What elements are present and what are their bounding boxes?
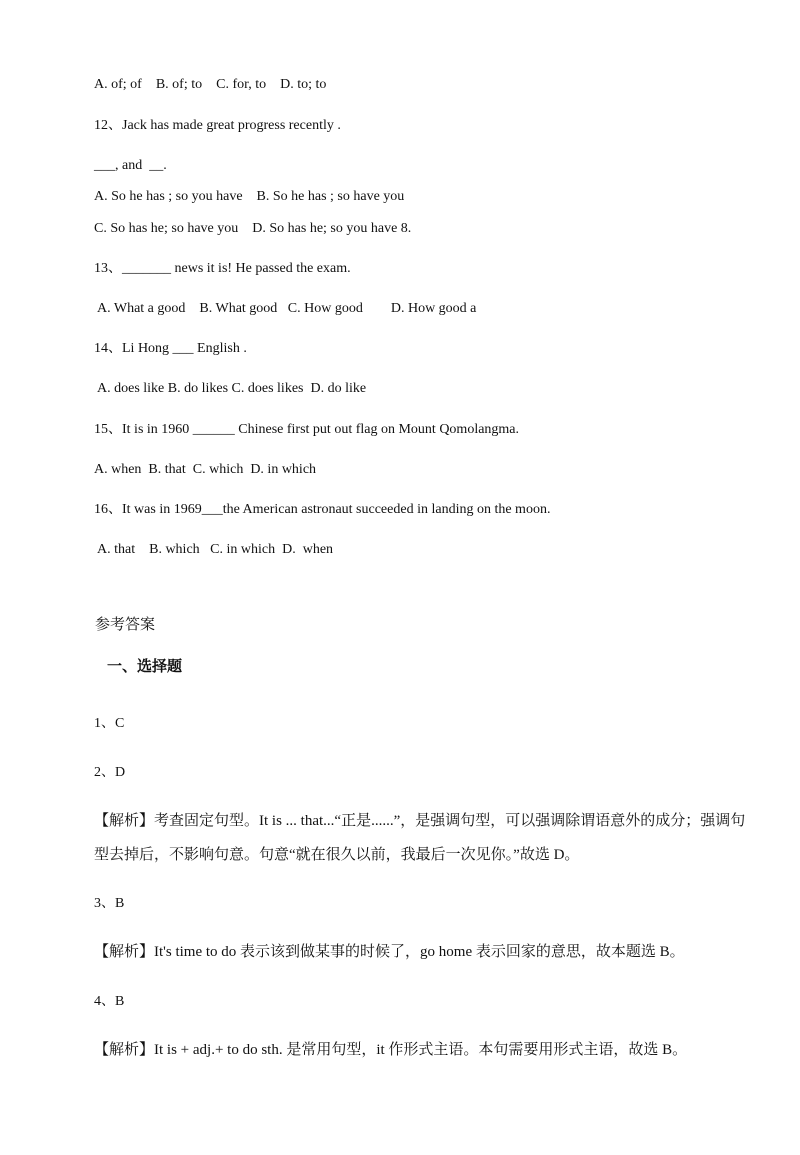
q14-stem: 14、Li Hong ___ English . <box>94 341 247 356</box>
q15-stem: 15、It is in 1960 ______ Chinese first put out flag on Mount Qomolangma. <box>94 422 520 437</box>
answer-1: 1、C <box>94 716 125 731</box>
answers-heading: 参考答案 <box>95 617 156 633</box>
answer-3-explanation: 【解析】It's time to do 表示该到做某事的时候了，go home 表示回家的意思，故本题选 B。 <box>94 944 685 960</box>
q16-stem: 16、It was in 1969___the American astronaut succeeded in landing on the moon. <box>94 502 551 517</box>
q13-stem: 13、_______ news it is! He passed the exam. <box>94 261 351 276</box>
q16-options: A. that B. which C. in which D. when <box>97 542 334 557</box>
answer-2-explanation-line-2: 型去掉后，不影响句意。句意“就在很久以前，我最后一次见你。”故选 D。 <box>94 847 580 863</box>
q14-options: A. does like B. do likes C. does likes D. do like <box>97 381 367 396</box>
q12-options-cd: C. So has he; so have you D. So has he; so you have 8. <box>94 221 412 236</box>
answers-section-title: 一、选择题 <box>107 659 183 675</box>
answer-3: 3、B <box>94 896 125 911</box>
q12-options-ab: A. So he has ; so you have B. So he has ; so have you <box>94 189 405 204</box>
answer-2-explanation-line-1: 【解析】考查固定句型。It is ... that...“正是......”，是强调句型，可以强调除谓语意外的成分；强调句 <box>94 813 746 829</box>
answer-4-explanation: 【解析】It is + adj.+ to do sth. 是常用句型，it 作形式主语。本句需要用形式主语，故选 B。 <box>94 1042 688 1058</box>
q13-options: A. What a good B. What good C. How good D. How good a <box>97 301 477 316</box>
q11-options: A. of; of B. of; to C. for, to D. to; to <box>94 77 327 92</box>
answer-4: 4、B <box>94 994 125 1009</box>
q12-stem: 12、Jack has made great progress recently . <box>94 118 341 133</box>
q12-blank: ___, and __. <box>94 158 167 173</box>
answer-2: 2、D <box>94 765 126 780</box>
q15-options: A. when B. that C. which D. in which <box>94 462 317 477</box>
